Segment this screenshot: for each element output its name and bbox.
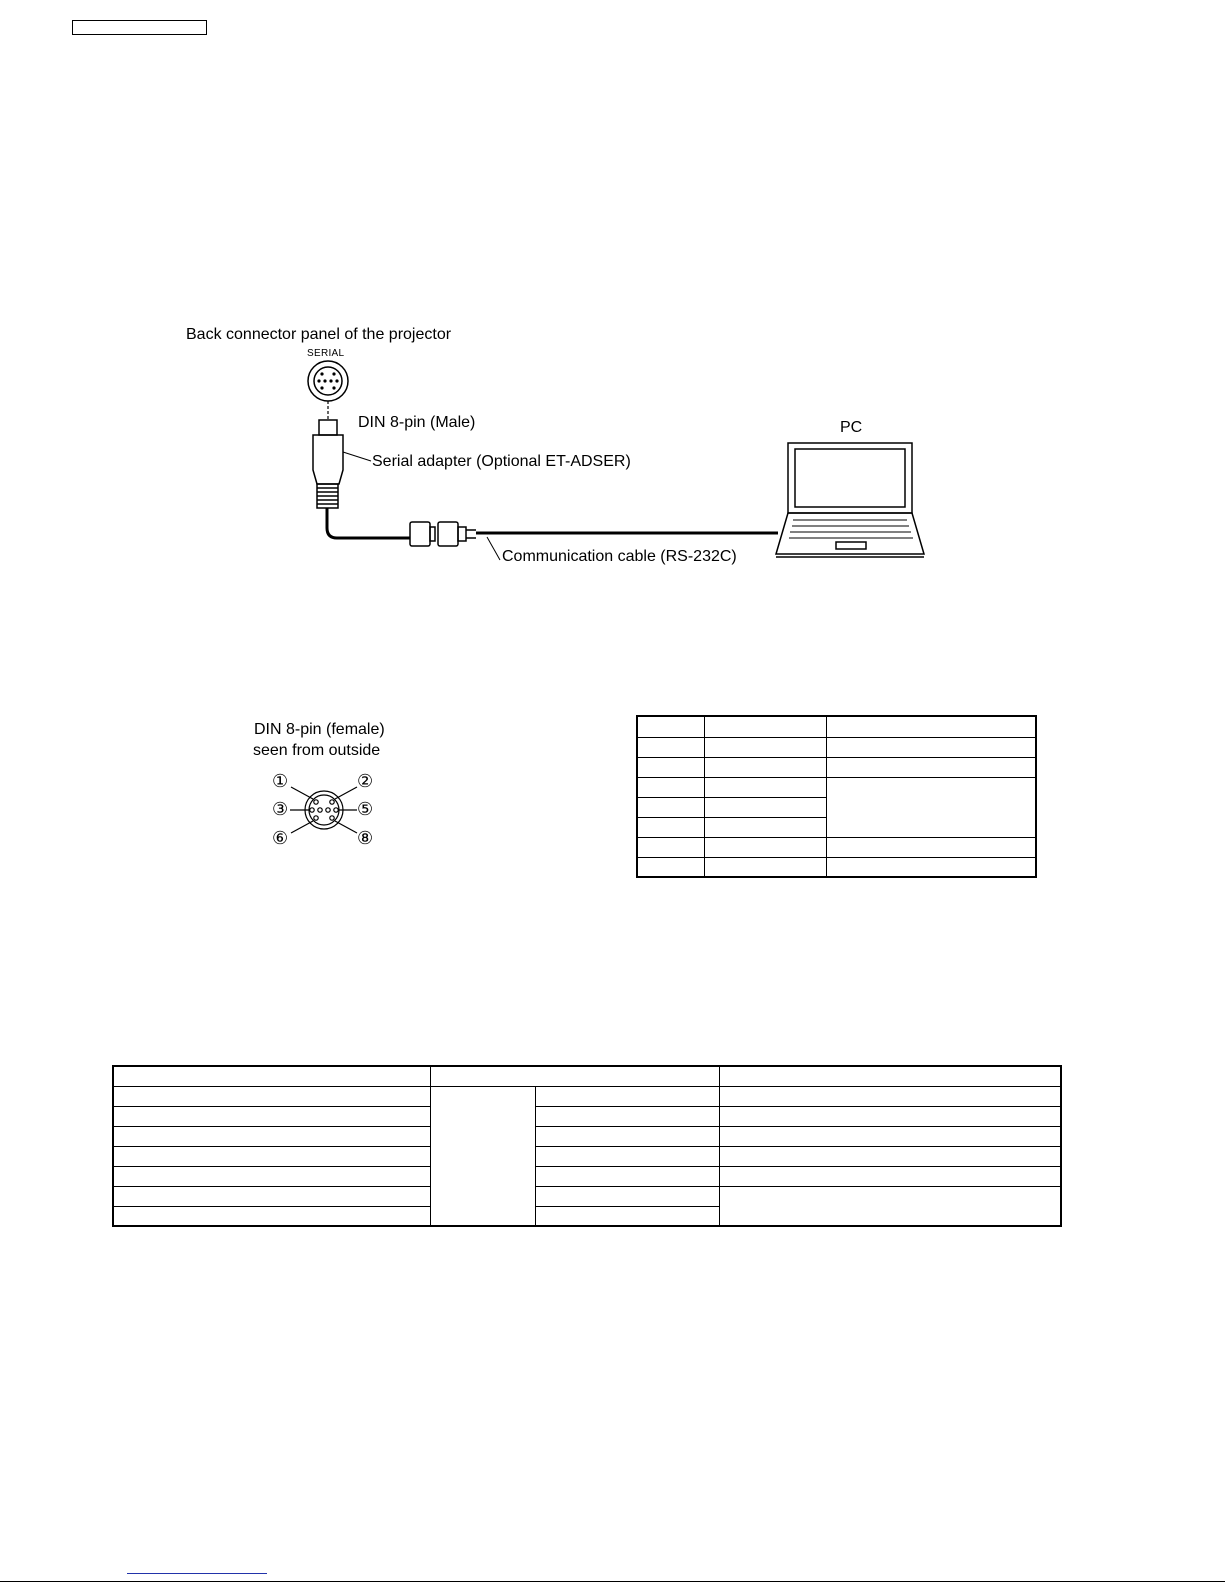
cable-label: Communication cable (RS-232C) — [502, 548, 737, 565]
pin-8-label: ⑧ — [357, 828, 374, 848]
table-row — [113, 1106, 1061, 1126]
table-row — [637, 857, 1036, 877]
table-row — [113, 1066, 1061, 1086]
din-male-label: DIN 8-pin (Male) — [358, 414, 476, 431]
pin-5-label: ⑤ — [357, 799, 374, 819]
table-row — [113, 1186, 1061, 1206]
table-row — [113, 1146, 1061, 1166]
pin-1-label: ① — [272, 771, 289, 791]
pin-6-label: ⑥ — [272, 828, 289, 848]
table-row — [113, 1166, 1061, 1186]
communication-settings-table — [112, 1065, 1062, 1227]
serial-adapter-label: Serial adapter (Optional ET-ADSER) — [372, 453, 631, 470]
table-row — [637, 737, 1036, 757]
pinout-title-line1: DIN 8-pin (female) — [254, 721, 385, 738]
serial-port-label: SERIAL — [307, 348, 345, 359]
table-row — [113, 1126, 1061, 1146]
table-row — [637, 837, 1036, 857]
pinout-title-line2: seen from outside — [253, 742, 381, 759]
back-panel-label: Back connector panel of the projector — [186, 326, 452, 343]
footer-rule — [0, 1581, 1225, 1582]
pin-assignment-table — [636, 715, 1037, 878]
pin-2-label: ② — [357, 771, 374, 791]
footer-link-underline[interactable] — [127, 1573, 267, 1574]
table-row — [113, 1086, 1061, 1106]
pin-3-label: ③ — [272, 799, 289, 819]
table-row — [637, 757, 1036, 777]
table-row — [637, 777, 1036, 797]
pc-label: PC — [840, 419, 863, 436]
table-row — [637, 716, 1036, 737]
